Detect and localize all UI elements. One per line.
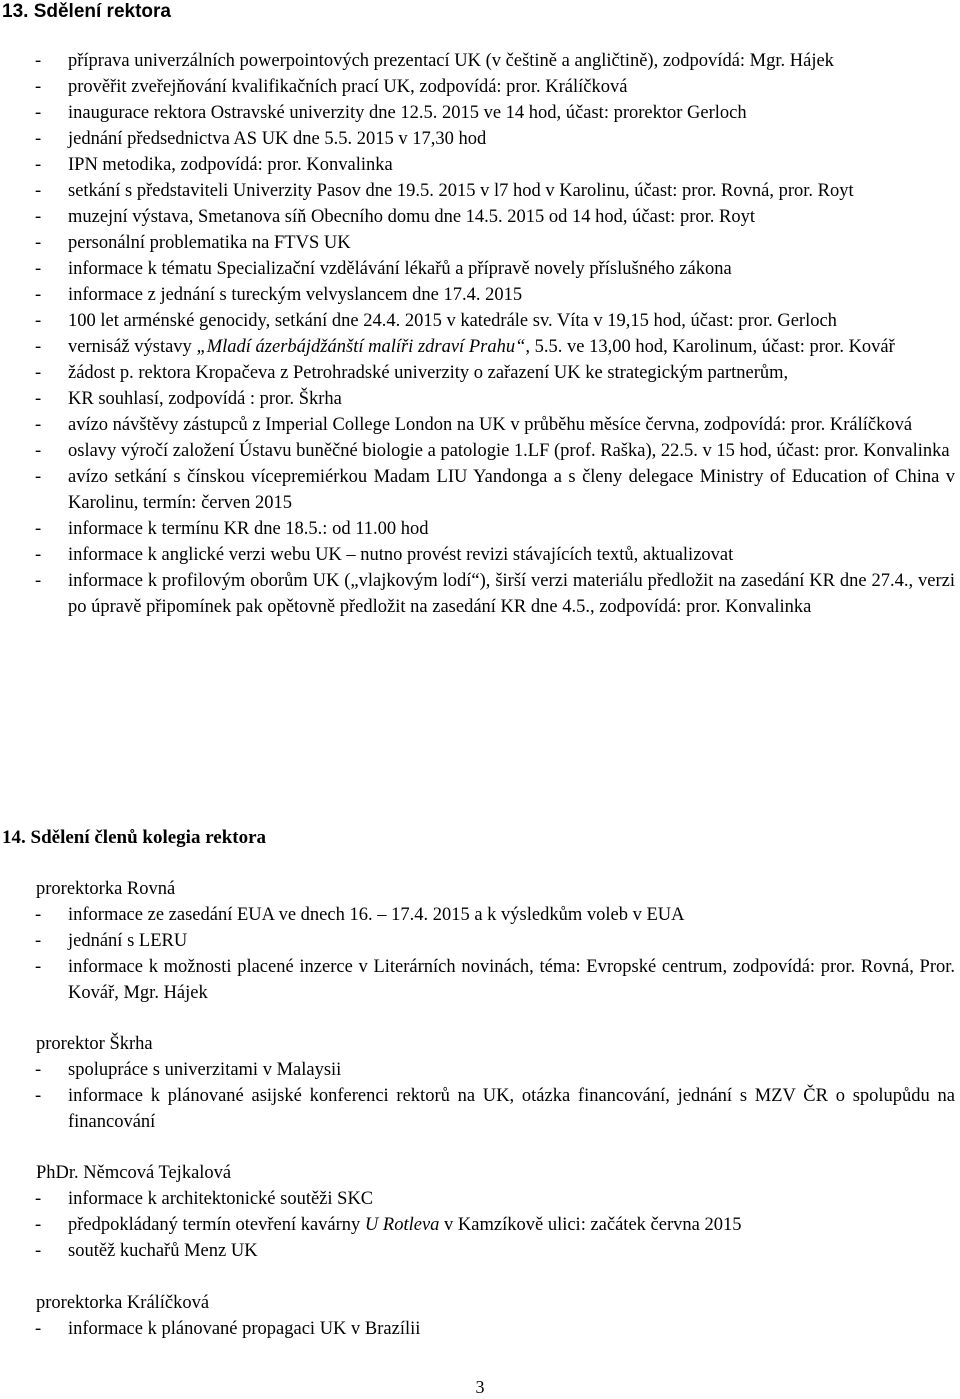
list-item — [0, 1316, 960, 1342]
list-item — [0, 1186, 960, 1212]
exhibition-title: „Mladí ázerbájdžánští malíři zdraví Prahu“, — [196, 337, 530, 357]
list-item-text: oslavy výročí založení Ústavu buněčné biologie a patologie 1.LF (prof. Raška), 22.5. v 15 hod, účast: pror. Konvalinka — [68, 441, 950, 461]
list-dash: - — [35, 415, 42, 435]
member-label-rovna: prorektorka Rovná — [36, 879, 176, 899]
list-item-text: informace ze zasedání EUA ve dnech 16. – 17.4. 2015 a k výsledkům voleb v EUA — [68, 905, 685, 925]
list-item — [0, 516, 960, 542]
list-item-text: informace k profilovým oborům UK („vlajkovým lodí“), širší verzi materiálu předložit na zasedání KR dne 27.4., verzi po úpravě připomínek pak opětovně předložit na zasedání KR dne 4.5., zodpovídá: pror. Konvalinka — [68, 571, 955, 617]
list-item — [0, 126, 960, 152]
list-item — [0, 928, 960, 954]
list-item-text: předpokládaný termín otevření kavárny — [68, 1215, 365, 1235]
list-dash: - — [35, 103, 42, 123]
list-item-text: žádost p. rektora Kropačeva z Petrohradské univerzity o zařazení UK ke strategickým partnerům, — [68, 363, 789, 383]
list-item — [0, 1238, 960, 1264]
kralickova-list — [0, 1316, 960, 1342]
list-item-text: jednání předsednictva AS UK dne 5.5. 2015 v 17,30 hod — [68, 129, 487, 149]
list-item-text: soutěž kuchařů Menz UK — [68, 1241, 258, 1261]
list-item-text: informace k možnosti placené inzerce v Literárních novinách, téma: Evropské centrum, zodpovídá: pror. Rovná, Pror. Kovář, Mgr. Hájek — [68, 957, 955, 1003]
list-item — [0, 464, 960, 516]
list-item-text: informace k architektonické soutěži SKC — [68, 1189, 374, 1209]
list-item — [0, 412, 960, 438]
list-item-text: příprava univerzálních powerpointových prezentací UK (v češtině a angličtině), zodpovídá: Mgr. Hájek — [68, 51, 834, 71]
list-item-vernisaz — [0, 334, 960, 360]
list-item — [0, 386, 960, 412]
list-item-text: muzejní výstava, Smetanova síň Obecního domu dne 14.5. 2015 od 14 hod, účast: pror. Royt — [68, 207, 755, 227]
list-item — [0, 282, 960, 308]
cafe-name: U Rotleva — [364, 1215, 440, 1235]
list-dash: - — [35, 363, 42, 383]
list-item — [0, 308, 960, 334]
list-dash: - — [35, 467, 42, 487]
section-13-list — [0, 48, 960, 620]
list-item — [0, 100, 960, 126]
list-item-text: avízo setkání s čínskou vícepremiérkou Madam LIU Yandonga a s členy delegace Ministry of Education of China v Karolinu, termín: červen 2015 — [68, 467, 955, 513]
section-13-heading: 13. Sdělení rektora — [2, 1, 171, 22]
list-item-text: KR souhlasí, zodpovídá : pror. Škrha — [68, 389, 342, 409]
list-dash: - — [35, 931, 42, 951]
list-dash: - — [35, 77, 42, 97]
list-item-text: vernisáž výstavy — [68, 337, 197, 357]
list-dash: - — [35, 389, 42, 409]
list-item-text: 100 let arménské genocidy, setkání dne 24.4. 2015 v katedrále sv. Víta v 19,15 hod, účast: pror. Gerloch — [68, 311, 837, 331]
list-dash: - — [35, 441, 42, 461]
skrha-list — [0, 1057, 960, 1135]
member-label-kralickova: prorektorka Králíčková — [36, 1293, 210, 1313]
list-dash: - — [35, 181, 42, 201]
list-item — [0, 152, 960, 178]
list-dash: - — [35, 1215, 42, 1235]
list-item-text: personální problematika na FTVS UK — [68, 233, 351, 253]
list-item-text: informace k plánované propagaci UK v Brazílii — [68, 1319, 421, 1339]
page-number: 3 — [475, 1377, 485, 1397]
list-item — [0, 256, 960, 282]
list-item-text: spolupráce s univerzitami v Malaysii — [68, 1060, 342, 1080]
list-dash: - — [35, 1060, 42, 1080]
list-item-text: informace z jednání s tureckým velvyslancem dne 17.4. 2015 — [68, 285, 523, 305]
list-dash: - — [35, 337, 42, 357]
list-item-text: inaugurace rektora Ostravské univerzity dne 12.5. 2015 ve 14 hod, účast: prorektor Gerloch — [68, 103, 747, 123]
list-item-text: informace k termínu KR dne 18.5.: od 11.00 hod — [68, 519, 429, 539]
list-item — [0, 1083, 960, 1135]
list-item — [0, 74, 960, 100]
list-dash: - — [35, 233, 42, 253]
list-dash: - — [35, 1189, 42, 1209]
list-item — [0, 542, 960, 568]
list-dash: - — [35, 545, 42, 565]
list-item-text: IPN metodika, zodpovídá: pror. Konvalinka — [68, 155, 393, 175]
member-label-nemcova: PhDr. Němcová Tejkalová — [36, 1163, 232, 1183]
list-item-text: jednání s LERU — [68, 931, 188, 951]
nemcova-list — [0, 1186, 960, 1264]
list-dash: - — [35, 311, 42, 331]
list-item-kavarna — [0, 1212, 960, 1238]
list-item — [0, 438, 960, 464]
list-dash: - — [35, 51, 42, 71]
list-item — [0, 204, 960, 230]
list-dash: - — [35, 129, 42, 149]
list-dash: - — [35, 155, 42, 175]
list-item-text: informace k tématu Specializační vzdělávání lékařů a přípravě novely příslušného zákona — [68, 259, 732, 279]
list-item — [0, 902, 960, 928]
list-item-text: avízo návštěvy zástupců z Imperial College London na UK v průběhu měsíce června, zodpovídá: pror. Králíčková — [68, 415, 913, 435]
list-dash: - — [35, 571, 42, 591]
list-dash: - — [35, 957, 42, 977]
list-item — [0, 1057, 960, 1083]
list-dash: - — [35, 1319, 42, 1339]
list-item-text: v Kamzíkově ulici: začátek června 2015 — [439, 1215, 742, 1235]
list-item — [0, 360, 960, 386]
list-item-text: informace k plánované asijské konferenci rektorů na UK, otázka financování, jednání s MZV ČR o spolupůdu na financování — [68, 1086, 955, 1132]
list-dash: - — [35, 905, 42, 925]
member-label-skrha: prorektor Škrha — [36, 1034, 153, 1054]
list-item-text: informace k anglické verzi webu UK – nutno provést revizi stávajících textů, aktualizovat — [68, 545, 734, 565]
list-item — [0, 568, 960, 620]
section-14-heading: 14. Sdělení členů kolegia rektora — [2, 827, 267, 848]
list-dash: - — [35, 1241, 42, 1261]
list-dash: - — [35, 259, 42, 279]
list-dash: - — [35, 519, 42, 539]
list-item-text: 5.5. ve 13,00 hod, Karolinum, účast: pror. Kovář — [530, 337, 895, 357]
list-dash: - — [35, 1086, 42, 1106]
list-dash: - — [35, 285, 42, 305]
list-item — [0, 48, 960, 74]
list-item — [0, 178, 960, 204]
list-item-text: setkání s představiteli Univerzity Pasov dne 19.5. 2015 v l7 hod v Karolinu, účast: pror. Rovná, pror. Royt — [68, 181, 854, 201]
list-dash: - — [35, 207, 42, 227]
rovna-list — [0, 902, 960, 1006]
list-item — [0, 954, 960, 1006]
list-item — [0, 230, 960, 256]
list-item-text: prověřit zveřejňování kvalifikačních prací UK, zodpovídá: pror. Králíčková — [68, 77, 628, 97]
